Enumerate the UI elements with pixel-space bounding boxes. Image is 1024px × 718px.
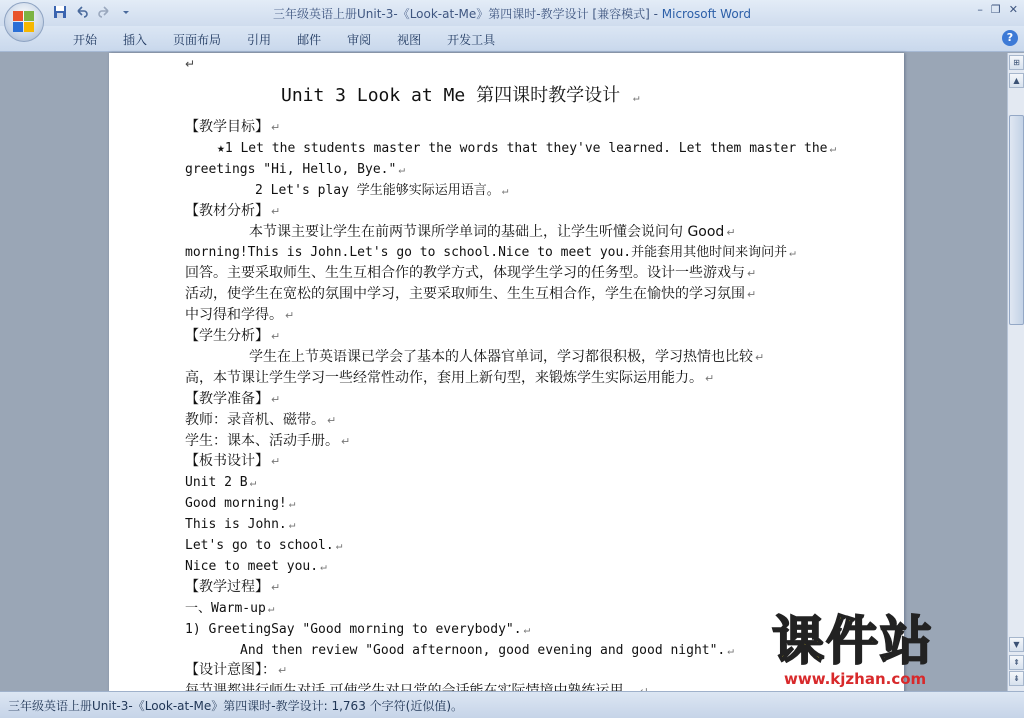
help-icon[interactable]: ?: [1002, 30, 1018, 46]
watermark-url: www.kjzhan.com: [784, 670, 927, 688]
paragraph-mark-icon: ↵: [267, 601, 275, 615]
next-page-icon[interactable]: ⇟: [1009, 671, 1024, 686]
document-line: [185, 117, 280, 138]
document-line: [185, 556, 327, 577]
paragraph-mark-icon: ↵: [271, 121, 281, 134]
paragraph-mark-icon: ↵: [288, 497, 296, 511]
paragraph-mark-icon: ↵: [398, 162, 405, 176]
document-title: 三年级英语上册Unit-3-《Look-at-Me》第四课时-教学设计 [兼容模式] -: [272, 7, 658, 21]
paragraph-mark-icon: ↵: [501, 183, 509, 197]
paragraph-mark-icon: ↵: [632, 91, 640, 104]
paragraph-mark-icon: ↵: [288, 518, 296, 532]
line-text: 【教学目标】: [185, 119, 269, 135]
ribbon-tabs: [60, 31, 508, 49]
scroll-thumb[interactable]: [1009, 115, 1024, 325]
app-title: Microsoft Word: [661, 7, 752, 21]
paragraph-mark-icon: ↵: [320, 559, 327, 573]
document-area: [0, 53, 1007, 691]
document-line: [185, 326, 280, 347]
document-line: [185, 577, 280, 598]
watermark-title: 课件站: [772, 612, 935, 672]
document-line: [185, 410, 336, 431]
document-line: [185, 159, 405, 180]
paragraph-mark-icon: ↵: [829, 141, 837, 155]
line-text: 学生：课本、活动手册。: [185, 432, 339, 449]
paragraph-mark-icon: ↵: [789, 246, 796, 260]
paragraph-mark-icon: ↵: [285, 309, 295, 323]
document-line: [185, 242, 796, 263]
document-line: [185, 514, 295, 535]
line-text: 【设计意图】：: [185, 662, 276, 679]
window-controls: [977, 3, 1018, 16]
document-line: [185, 451, 280, 472]
line-text: 中习得和学得。: [185, 307, 283, 324]
document-line: [240, 640, 734, 661]
line-text: Good morning!: [185, 496, 287, 512]
line-text: 回答。主要采取师生、生生互相合作的教学方式，体现学生学习的任务型。设计一些游戏与: [185, 265, 745, 282]
ribbon-tab[interactable]: 视图: [397, 33, 422, 47]
vertical-scrollbar[interactable]: [1007, 53, 1024, 691]
document-line: [185, 493, 295, 514]
watermark-logo: [772, 612, 1024, 692]
line-text: greetings "Hi, Hello, Bye.": [185, 161, 397, 177]
line-text: And then review "Good afternoon, good evening and good night".: [240, 642, 726, 658]
close-button[interactable]: ✕: [1008, 3, 1018, 16]
paragraph-mark-icon: ↵: [271, 392, 281, 406]
title-bar: [0, 0, 1024, 26]
ruler-toggle-icon[interactable]: ⊞: [1009, 55, 1024, 70]
line-text: morning!This is John.Let's go to school.Nice to meet you.并能套用其他时间来询问并: [185, 245, 788, 261]
line-text: 【教学准备】: [185, 390, 269, 407]
line-text: 学生在上节英语课已学会了基本的人体器官单词，学习都很积极，学习热情也比较: [249, 348, 753, 365]
line-text: 活动，使学生在宽松的氛围中学习，主要采取师生、生生互相合作，学生在愉快的学习氛围: [185, 286, 745, 303]
paragraph-mark-icon: ↵: [341, 434, 351, 448]
paragraph-mark-icon: ↵: [271, 204, 281, 218]
scroll-up-icon[interactable]: ▲: [1009, 73, 1024, 88]
office-logo-icon: [13, 11, 35, 33]
title-chinese: 第四课时教学设计: [476, 85, 621, 106]
line-text: ★1 Let the students master the words that they've learned. Let them master the: [217, 140, 828, 156]
window-title: [0, 5, 1024, 22]
line-text: Nice to meet you.: [185, 558, 319, 574]
ribbon-tab[interactable]: 引用: [247, 33, 272, 47]
document-line: [185, 263, 756, 284]
document-line: [185, 389, 280, 410]
paragraph-mark-icon: ↵: [755, 350, 765, 364]
line-text: 【教学过程】: [185, 578, 269, 595]
line-text: 教师：录音机、磁带。: [185, 411, 325, 428]
paragraph-mark-icon: ↵: [747, 288, 757, 302]
paragraph-mark-icon: ↵: [278, 664, 288, 678]
previous-page-icon[interactable]: ⇞: [1009, 655, 1024, 670]
document-line: [185, 201, 280, 222]
line-text: 本节课主要让学生在前两节课所学单词的基础上，让学生听懂会说问句 Good: [249, 223, 725, 240]
paragraph-mark-icon: ↵: [523, 622, 531, 636]
paragraph-mark-icon: ↵: [747, 267, 757, 281]
title-english: Unit 3 Look at Me: [281, 85, 466, 106]
office-button[interactable]: [4, 2, 44, 42]
ribbon-tab[interactable]: 审阅: [347, 33, 372, 47]
paragraph-mark-icon: ↵: [727, 643, 734, 657]
status-text: 三年级英语上册Unit-3-《Look-at-Me》第四课时-教学设计: 1,763 个字符(近似值)。: [8, 699, 464, 713]
document-line: [217, 138, 836, 159]
line-text: 2 Let's play 学生能够实际运用语言。: [255, 182, 500, 198]
document-line: [185, 284, 756, 305]
ribbon-tab[interactable]: 插入: [123, 33, 148, 47]
line-text: 高，本节课让学生学习一些经常性动作，套用上新句型，来锻炼学生实际运用能力。: [185, 369, 703, 386]
line-text: Let's go to school.: [185, 538, 334, 553]
paragraph-mark-icon: ↵: [271, 580, 281, 594]
document-line: [185, 431, 350, 452]
scroll-down-icon[interactable]: ▼: [1009, 637, 1024, 652]
document-line: [185, 598, 274, 619]
document-line: [185, 660, 287, 681]
ribbon-tab[interactable]: 开发工具: [447, 33, 496, 47]
line-text: This is John.: [185, 517, 287, 533]
paragraph-mark-icon: ↵: [271, 330, 281, 343]
line-text: 1) GreetingSay "Good morning to everybody".: [185, 621, 522, 637]
minimize-button[interactable]: –: [977, 3, 983, 16]
line-text: 【教材分析】: [185, 202, 269, 219]
line-text: 【学生分析】: [185, 328, 269, 344]
document-line: [249, 347, 764, 368]
document-line: [185, 368, 714, 389]
paragraph-mark-icon: ↵: [327, 413, 337, 427]
ribbon-tab[interactable]: 页面布局: [173, 33, 222, 47]
page-title: [281, 83, 640, 109]
paragraph-mark-icon: ↵: [726, 225, 736, 239]
document-line: [185, 535, 342, 556]
ribbon: [0, 26, 1024, 52]
paragraph-mark-icon: ↵: [271, 455, 281, 469]
paragraph-mark-icon: ↵: [185, 57, 196, 71]
ribbon-tab[interactable]: 开始: [73, 33, 98, 47]
line-text: 一、Warm-up: [185, 600, 266, 616]
line-text: Unit 2 B: [185, 475, 248, 491]
paragraph-mark-icon: ↵: [249, 476, 257, 490]
ribbon-tab[interactable]: 邮件: [297, 33, 322, 47]
paragraph-mark-icon: ↵: [335, 539, 343, 552]
document-line: [249, 222, 736, 243]
line-text: 【板书设计】: [185, 453, 269, 470]
document-line: [185, 305, 294, 326]
restore-button[interactable]: ❐: [990, 3, 1001, 16]
status-bar: [0, 691, 1024, 718]
document-line: [185, 472, 256, 493]
document-line: [185, 619, 530, 640]
paragraph-mark-icon: ↵: [705, 371, 715, 385]
document-line: [255, 180, 508, 201]
